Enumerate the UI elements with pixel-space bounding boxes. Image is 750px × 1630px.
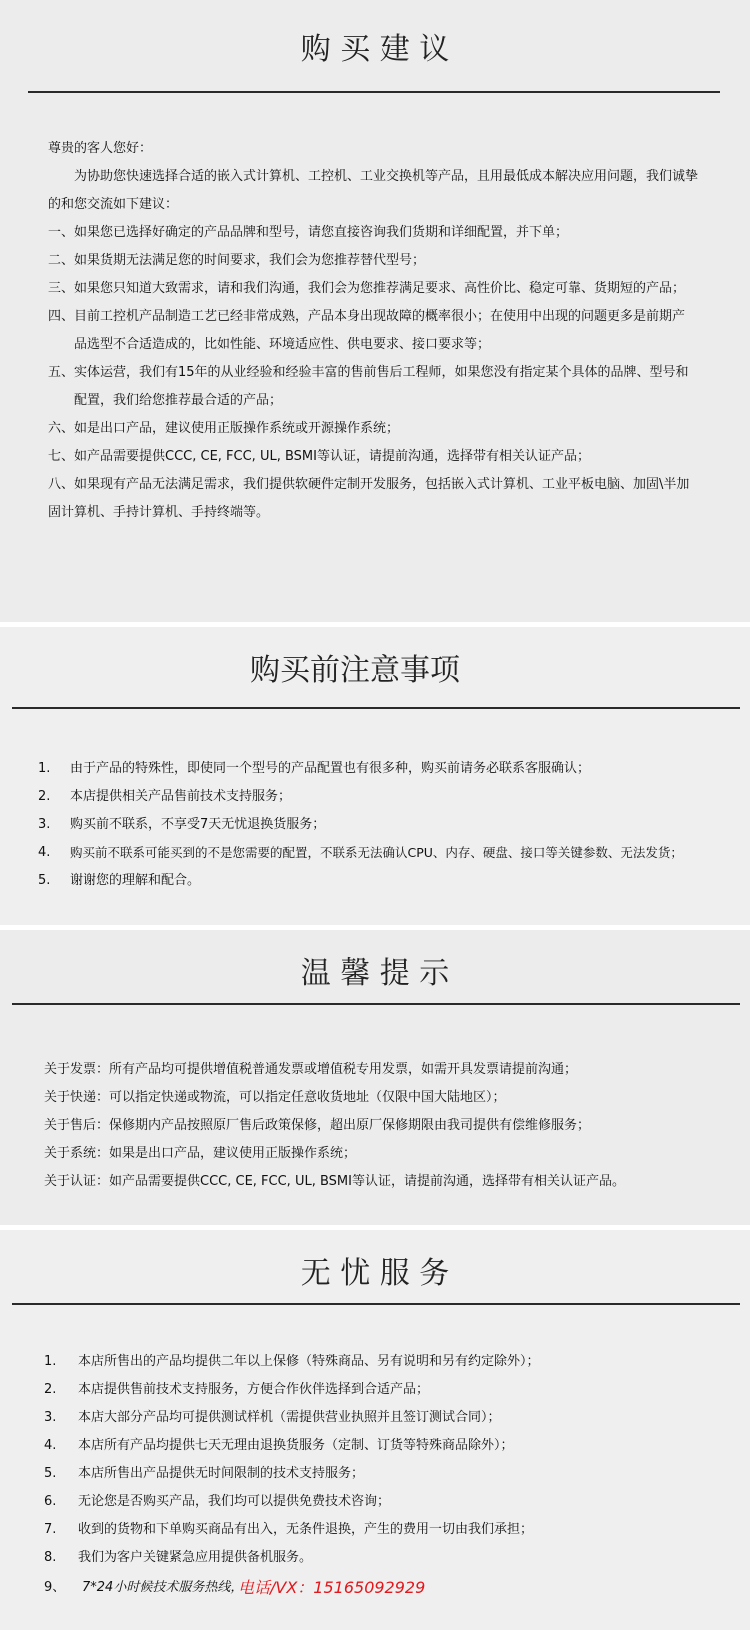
advice-divider [28,91,720,93]
list-item-number: 3. [38,817,51,832]
list-item [38,867,738,895]
list-item-number: 2. [38,789,51,804]
list-item-text: 购买前不联系，不享受7天无忧退换货服务； [70,817,326,832]
advice-item: 八、如果现有产品无法满足需求，我们提供软硬件定制开发服务，包括嵌入式计算机、工业平板电脑、加固\半加 [48,477,690,492]
advice-body [48,135,728,527]
hotline-phone[interactable]: 电话/VX：15165092929 [238,1578,426,1597]
list-item [44,1488,744,1516]
notes-title: 购买前注意事项 [250,653,460,688]
list-item-text: 本店提供售前技术支持服务，方便合作伙伴选择到合适产品； [78,1382,430,1397]
advice-item: 二、如果货期无法满足您的时间要求，我们会为您推荐替代型号； [48,253,426,268]
list-item-number: 5. [38,873,51,888]
advice-intro-line: 为协助您快速选择合适的嵌入式计算机、工控机、工业交换机等产品，且用最低成本解决应用问题，我们诚挚 [74,169,699,184]
list-item-number: 2. [44,1382,57,1397]
list-item-text: 本店大部分产品均可提供测试样机（需提供营业执照并且签订测试合同）； [78,1410,501,1425]
service-section [0,1230,750,1630]
advice-item-continued: 配置，我们给您推荐最合适的产品； [74,393,283,408]
tips-divider [12,1003,740,1005]
advice-item: 四、目前工控机产品制造工艺已经非常成熟，产品本身出现故障的概率很小；在使用中出现的问题更多是前期产 [48,309,686,324]
tips-section [0,930,750,1225]
tip-item: 关于售后：保修期内产品按照原厂售后政策保修，超出原厂保修期限由我司提供有偿维修服务； [44,1118,591,1133]
tip-item: 关于系统：如果是出口产品，建议使用正版操作系统； [44,1146,357,1161]
advice-item: 五、实体运营，我们有15年的从业经验和经验丰富的售前售后工程师，如果您没有指定某个具体的品牌、型号和 [48,365,689,380]
notes-section [0,627,750,925]
list-item [38,783,738,811]
service-list [44,1348,744,1604]
advice-item-continued: 固计算机、手持计算机、手持终端等。 [48,505,270,520]
hotline-label: 7*24小时候技术服务热线， [82,1580,244,1595]
list-item-number: 3. [44,1410,57,1425]
tip-item: 关于认证：如产品需要提供CCC, CE, FCC, UL, BSMI等认证，请提前沟通，选择带有相关认证产品。 [44,1174,625,1189]
hotline-number: 9、 [44,1580,66,1595]
hotline-row [44,1572,744,1604]
list-item-text: 购买前不联系可能买到的不是您需要的配置，不联系无法确认CPU、内存、硬盘、接口等关键参数、无法发货； [70,845,683,860]
tip-item: 关于发票：所有产品均可提供增值税普通发票或增值税专用发票，如需开具发票请提前沟通； [44,1062,578,1077]
list-item [44,1460,744,1488]
advice-section [0,0,750,622]
service-divider [12,1303,740,1305]
list-item [44,1544,744,1572]
notes-list [38,755,738,895]
tips-list [44,1056,744,1196]
list-item-number: 6. [44,1494,57,1509]
list-item [44,1376,744,1404]
advice-item-continued: 品选型不合适造成的，比如性能、环境适应性、供电要求、接口要求等； [74,337,491,352]
list-item [44,1348,744,1376]
list-item-text: 本店所售出的产品均提供二年以上保修（特殊商品、另有说明和另有约定除外）； [78,1354,540,1369]
advice-intro-line: 的和您交流如下建议： [48,197,179,212]
advice-title: 购 买 建 议 [300,32,450,67]
advice-greeting: 尊贵的客人您好： [48,141,153,156]
list-item [44,1516,744,1544]
list-item [38,811,738,839]
advice-item: 六、如是出口产品，建议使用正版操作系统或开源操作系统； [48,421,400,436]
list-item-number: 7. [44,1522,57,1537]
list-item-number: 4. [38,845,51,860]
list-item-number: 1. [38,761,51,776]
advice-item: 三、如果您只知道大致需求，请和我们沟通，我们会为您推荐满足要求、高性价比、稳定可靠、货期短的产品； [48,281,686,296]
list-item-number: 1. [44,1354,57,1369]
list-item-text: 本店所有产品均提供七天无理由退换货服务（定制、订货等特殊商品除外）； [78,1438,514,1453]
tips-title: 温 馨 提 示 [300,956,450,991]
advice-item: 七、如产品需要提供CCC, CE, FCC, UL, BSMI等认证，请提前沟通，选择带有相关认证产品； [48,449,590,464]
list-item-number: 8. [44,1550,57,1565]
list-item-text: 本店所售出产品提供无时间限制的技术支持服务； [78,1466,365,1481]
notes-divider [12,707,740,709]
list-item [38,839,738,867]
list-item [38,755,738,783]
list-item-text: 由于产品的特殊性，即使同一个型号的产品配置也有很多种，购买前请务必联系客服确认； [70,761,591,776]
list-item-text: 谢谢您的理解和配合。 [70,873,201,888]
list-item-text: 本店提供相关产品售前技术支持服务； [70,789,292,804]
advice-item: 一、如果您已选择好确定的产品品牌和型号，请您直接咨询我们货期和详细配置，并下单； [48,225,569,240]
list-item-text: 无论您是否购买产品，我们均可以提供免费技术咨询； [78,1494,391,1509]
list-item-number: 5. [44,1466,57,1481]
list-item-text: 我们为客户关键紧急应用提供备机服务。 [78,1550,313,1565]
list-item [44,1404,744,1432]
list-item [44,1432,744,1460]
list-item-number: 4. [44,1438,57,1453]
service-title: 无 忧 服 务 [300,1256,450,1291]
tip-item: 关于快递：可以指定快递或物流，可以指定任意收货地址（仅限中国大陆地区）； [44,1090,506,1105]
list-item-text: 收到的货物和下单购买商品有出入，无条件退换，产生的费用一切由我们承担； [78,1522,534,1537]
